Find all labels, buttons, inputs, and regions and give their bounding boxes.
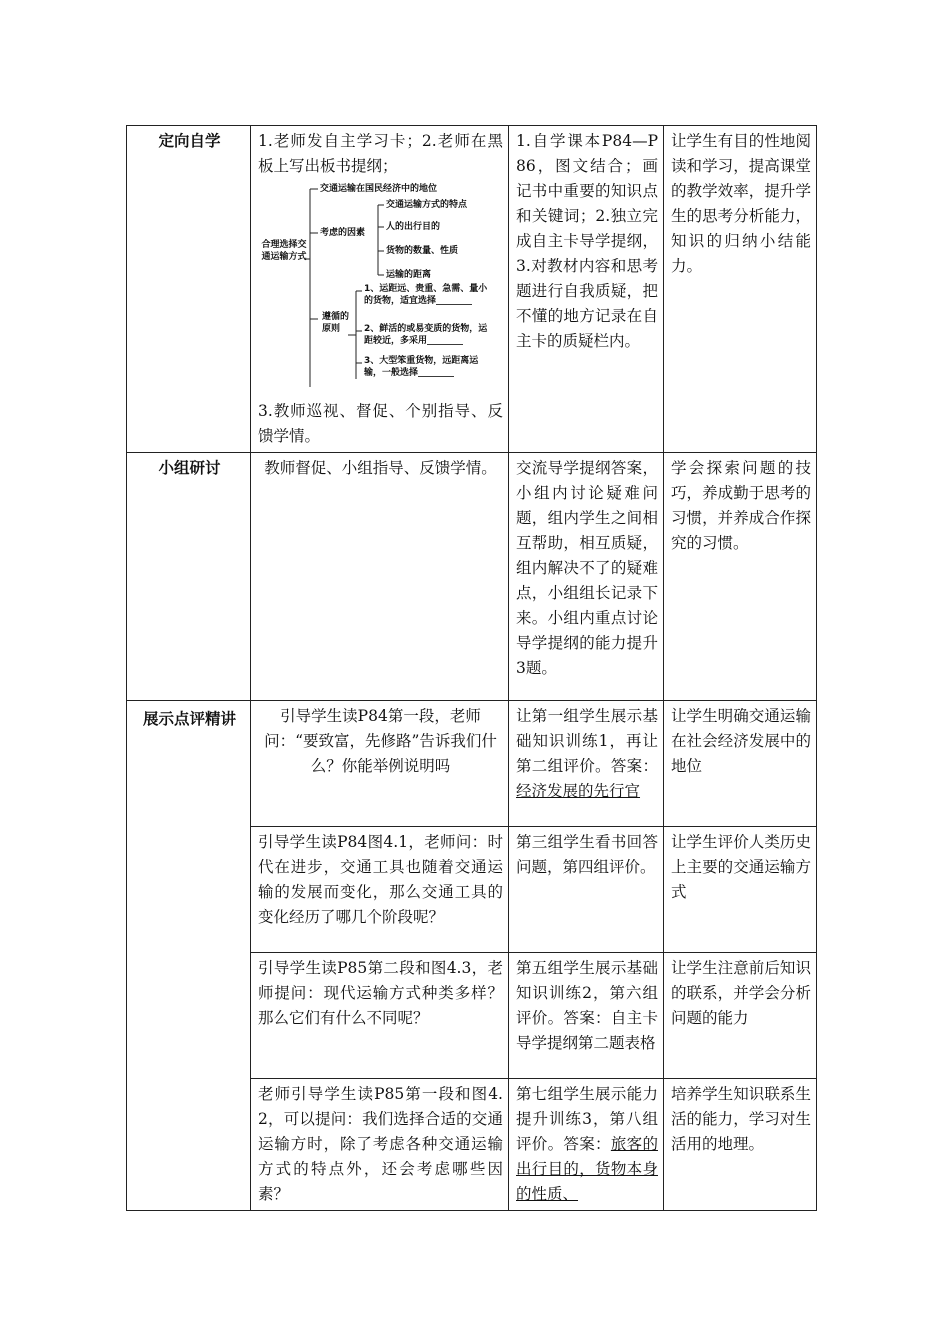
teacher-activity-cell: 教师督促、小组指导、反馈学情。 xyxy=(251,453,509,701)
design-purpose-cell: 让学生有目的性地阅读和学习，提高课堂的教学效率，提升学生的思考分析能力，知识的归纳小结能力。 xyxy=(664,126,817,453)
diagram-principle-item: 2、鲜活的或易变质的货物，运距较近，多采用________ xyxy=(364,324,488,346)
teacher-outro-text: 3.教师巡视、督促、个别指导、反馈学情。 xyxy=(258,402,503,445)
diagram-root-label: 合理选择交通运输方式 xyxy=(261,240,307,262)
design-purpose-cell: 让学生明确交通运输在社会经济发展中的地位 xyxy=(664,701,817,827)
design-purpose-cell: 让学生评价人类历史上主要的交通运输方式 xyxy=(664,827,817,953)
teacher-intro-text: 1.老师发自主学习卡；2.老师在黑板上写出板书提纲； xyxy=(258,132,503,175)
student-activity-cell xyxy=(509,701,664,827)
design-purpose-cell: 让学生注意前后知识的联系，并学会分析问题的能力 xyxy=(664,953,817,1079)
diagram-principles-label: 遵循的原则 xyxy=(322,312,350,334)
stage-cell: 定向自学 xyxy=(127,126,251,453)
diagram-principle-item: 3、大型笨重货物，远距离运输，一般选择________ xyxy=(364,356,479,378)
teacher-activity-cell: 引导学生读P85第二段和图4.3，老师提问：现代运输方式种类多样？那么它们有什么不同呢？ xyxy=(251,953,509,1079)
student-activity-text: 让第一组学生展示基础知识训练1，再让第二组评价。答案： xyxy=(516,707,658,775)
table-row xyxy=(127,701,817,827)
table-row xyxy=(127,126,817,453)
board-outline-diagram xyxy=(258,179,498,399)
teacher-activity-cell xyxy=(251,126,509,453)
diagram-factor-item: 人的出行目的 xyxy=(386,222,441,232)
lesson-plan-table xyxy=(126,125,817,1211)
diagram-factor-item: 交通运输方式的特点 xyxy=(386,200,468,210)
student-activity-cell: 1.自学课本P84—P86，图文结合；画记书中重要的知识点和关键词；2.独立完成自主卡导学提纲，3.对教材内容和思考题进行自我质疑，把不懂的地方记录在自主卡的质疑栏内。 xyxy=(509,126,664,453)
student-activity-text: 第七组学生展示能力提升训练3，第八组评价。答案： xyxy=(516,1085,658,1153)
teacher-activity-cell: 引导学生读P84第一段，老师问：“要致富，先修路”告诉我们什么？你能举例说明吗 xyxy=(251,701,509,827)
teacher-activity-cell: 老师引导学生读P85第一段和图4.2，可以提问：我们选择合适的交通运输方时，除了考虑各种交通运输方式的特点外，还会考虑哪些因素？ xyxy=(251,1079,509,1211)
table-row xyxy=(127,453,817,701)
diagram-top-node: 交通运输在国民经济中的地位 xyxy=(320,184,438,194)
stage-cell: 展示点评精讲 xyxy=(127,701,251,1211)
student-activity-cell: 第五组学生展示基础知识训练2，第六组评价。答案：自主卡导学提纲第二题表格 xyxy=(509,953,664,1079)
design-purpose-cell: 学会探索问题的技巧，养成勤于思考的习惯，并养成合作探究的习惯。 xyxy=(664,453,817,701)
diagram-factor-item: 运输的距离 xyxy=(386,270,432,280)
student-activity-cell: 第三组学生看书回答问题，第四组评价。 xyxy=(509,827,664,953)
diagram-principle-item: 1、运距远、贵重、急需、量小的货物，适宜选择________ xyxy=(364,284,488,306)
stage-cell: 小组研讨 xyxy=(127,453,251,701)
answer-underlined: 旅客的出行目的，货物本身的性质、 xyxy=(516,1135,658,1203)
answer-underlined: 经济发展的先行官 xyxy=(516,782,641,800)
teacher-activity-cell: 引导学生读P84图4.1，老师问：时代在进步，交通工具也随着交通运输的发展而变化，那么交通工具的变化经历了哪几个阶段呢？ xyxy=(251,827,509,953)
diagram-factor-item: 货物的数量、性质 xyxy=(386,246,459,256)
student-activity-cell: 交流导学提纲答案，小组内讨论疑难问题，组内学生之间相互帮助，相互质疑，组内解决不了的疑难点，小组组长记录下来。小组内重点讨论导学提纲的能力提升3题。 xyxy=(509,453,664,701)
diagram-factors-label: 考虑的因素 xyxy=(320,228,366,238)
design-purpose-cell: 培养学生知识联系生活的能力，学习对生活用的地理。 xyxy=(664,1079,817,1211)
student-activity-cell xyxy=(509,1079,664,1211)
